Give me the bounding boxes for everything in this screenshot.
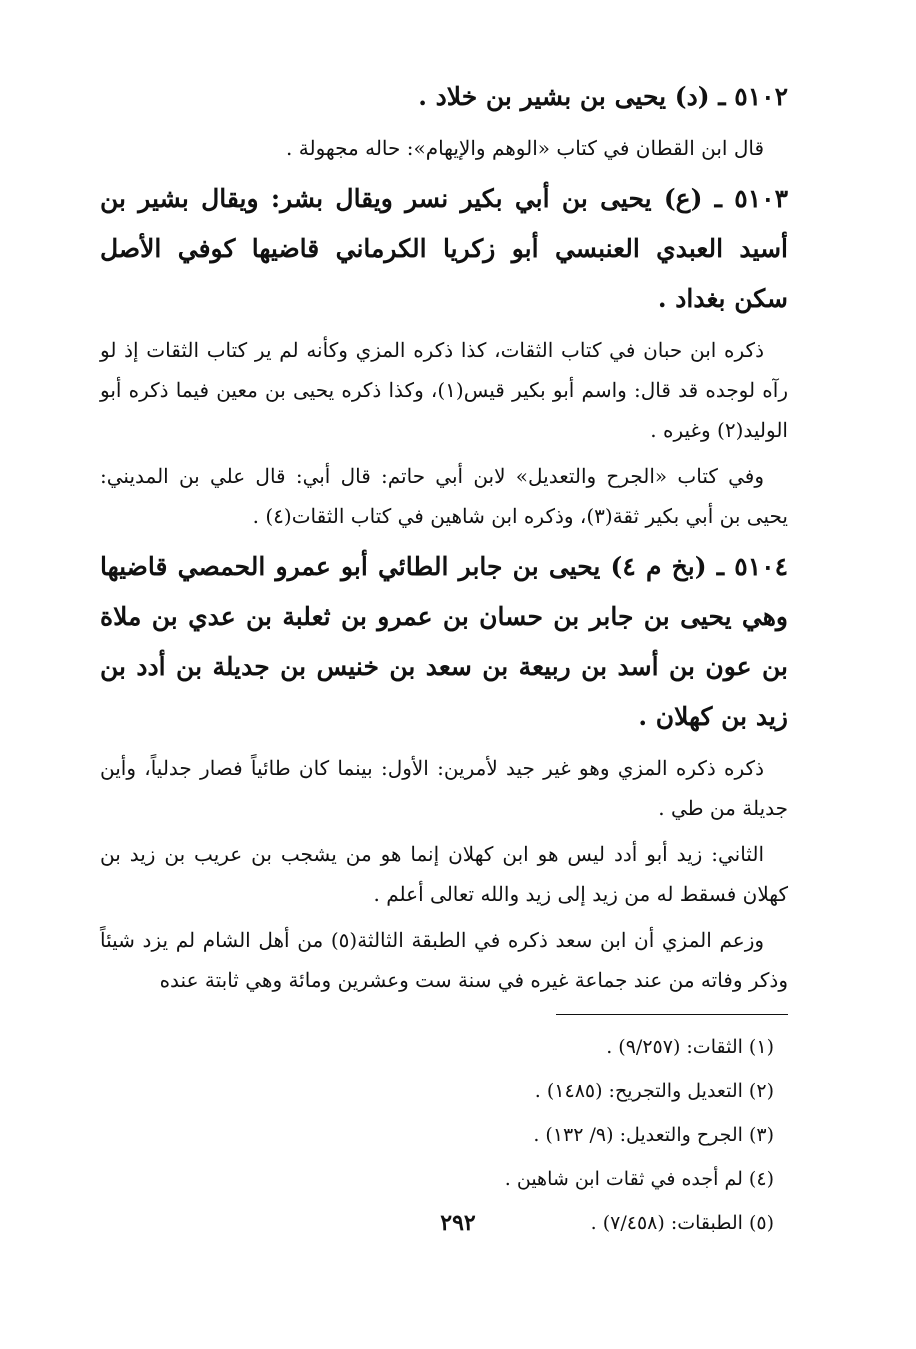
entry-5104-paragraph-3: وزعم المزي أن ابن سعد ذكره في الطبقة الثالثة(٥) من أهل الشام لم يزد شيئاً وذكر وفاته من عند جماعة غيره في سنة ست وعشرين ومائة وهي ثابتة عنده (100, 928, 788, 992)
footnote-2: (٢) التعديل والتجريح: (١٤٨٥) . (534, 1080, 774, 1102)
entry-title-5102: ٥١٠٢ ـ (د) يحيى بن بشير بن خلاد . (418, 82, 788, 111)
entry-5104-paragraph-2: الثاني: زيد أبو أدد ليس هو ابن كهلان إنما هو من يشجب بن عريب بن زيد بن كهلان فسقط له من زيد إلى زيد والله تعالى أعلم . (100, 842, 788, 906)
entry-5103-paragraph-2: وفي كتاب «الجرح والتعديل» لابن أبي حاتم: قال أبي: قال علي بن المديني: يحيى بن أبي بكير ثقة(٣)، وذكره ابن شاهين في كتاب الثقات(٤) . (100, 464, 788, 528)
footnote-divider (556, 1014, 788, 1015)
entry-title-5103: ٥١٠٣ ـ (ع) يحيى بن أبي بكير نسر ويقال بشر: ويقال بشير بن أسيد العبدي العنبسي أبو زكريا الكرماني قاضيها كوفي الأصل سكن بغداد . (100, 184, 788, 313)
entry-5103-paragraph-1: ذكره ابن حبان في كتاب الثقات، كذا ذكره المزي وكأنه لم ير كتاب الثقات إذ لو رآه لوجده قد قال: واسم أبو بكير قيس(١)، وكذا ذكره يحيى بن معين فيما ذكره أبو الوليد(٢) وغيره . (100, 338, 788, 442)
footnote-1: (١) الثقات: (٩/٢٥٧) . (606, 1036, 774, 1058)
entry-5102-paragraph: قال ابن القطان في كتاب «الوهم والإيهام»: حاله مجهولة . (286, 136, 764, 160)
page-number: ٢٩٢ (440, 1210, 476, 1236)
footnote-3: (٣) الجرح والتعديل: (٩/ ١٣٢) . (533, 1124, 774, 1146)
footnote-5: (٥) الطبقات: (٧/٤٥٨) . (590, 1212, 774, 1234)
footnote-4: (٤) لم أجده في ثقات ابن شاهين . (504, 1168, 774, 1190)
entry-title-5104: ٥١٠٤ ـ (بخ م ٤) يحيى بن جابر الطائي أبو عمرو الحمصي قاضيها وهي يحيى بن جابر بن حسان بن عمرو بن ثعلبة بن عدي بن ملاة بن عون بن أسد بن ربيعة بن سعد بن خنيس بن جديلة بن أدد بن زيد بن كهلان . (100, 552, 788, 731)
entry-5104-paragraph-1: ذكره ذكره المزي وهو غير جيد لأمرين: الأول: بينما كان طائياً فصار جدلياً، وأين جديلة من طي . (100, 756, 788, 820)
